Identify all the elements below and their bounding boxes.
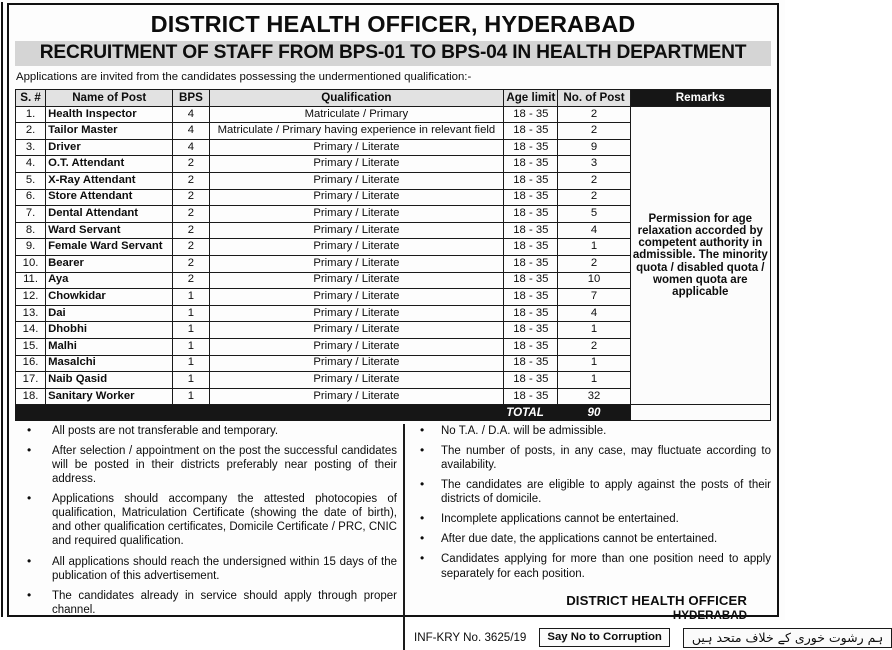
cell-qualification: Primary / Literate [209,239,504,256]
cell-post-name: Chowkidar [46,289,173,306]
cell-age-limit: 18 - 35 [504,139,558,156]
cell-qualification: Primary / Literate [209,322,504,339]
lead-paragraph: Applications are invited from the candidates possessing the undermentioned qualification:- [16,71,472,84]
cell-qualification: Primary / Literate [209,222,504,239]
cell-post-name: Female Ward Servant [46,239,173,256]
cell-bps: 1 [173,388,209,405]
cell-no-of-post: 5 [558,206,630,223]
cell-qualification: Primary / Literate [209,189,504,206]
cell-post-name: Store Attendant [46,189,173,206]
cell-post-name: Dai [46,305,173,322]
notes-left-list [15,424,397,622]
note-item: • The candidates are eligible to apply against the posts of their districts of domicile. [414,478,771,506]
signature-city: HYDERABAD [672,608,747,622]
cell-qualification: Primary / Literate [209,289,504,306]
cell-qualification: Primary / Literate [209,156,504,173]
cell-qualification: Primary / Literate [209,355,504,372]
cell-age-limit: 18 - 35 [504,222,558,239]
cell-bps: 2 [173,189,209,206]
cell-sno: 12. [16,289,46,306]
cell-age-limit: 18 - 35 [504,123,558,140]
cell-age-limit: 18 - 35 [504,206,558,223]
cell-remarks: Permission for age relaxation accorded by competent authority in admissible. The minority quota / disabled quota / women quota are applicable [630,106,770,405]
cell-qualification: Primary / Literate [209,305,504,322]
cell-post-name: Malhi [46,339,173,356]
cell-qualification: Primary / Literate [209,256,504,273]
cell-qualification: Matriculate / Primary having experience in relevant field [209,123,504,140]
notes-section [15,424,884,649]
cell-post-name: Sanitary Worker [46,388,173,405]
cell-sno: 16. [16,355,46,372]
cell-no-of-post: 4 [558,305,630,322]
cell-bps: 4 [173,106,209,123]
note-item: • The number of posts, in any case, may fluctuate according to availability. [414,444,771,472]
cell-no-of-post: 3 [558,156,630,173]
cell-age-limit: 18 - 35 [504,106,558,123]
table-header-row [16,90,771,107]
cell-no-of-post: 10 [558,272,630,289]
page-title: DISTRICT HEALTH OFFICER, HYDERABAD [150,11,636,37]
cell-bps: 2 [173,156,209,173]
cell-bps: 2 [173,256,209,273]
cell-sno: 7. [16,206,46,223]
note-item: • Candidates applying for more than one position need to apply separately for each position. [414,552,771,580]
note-item: • After selection / appointment on the post the successful candidates will be posted in their districts preferably near posting of their address. [15,444,397,486]
cell-bps: 1 [173,305,209,322]
cell-no-of-post: 2 [558,189,630,206]
cell-age-limit: 18 - 35 [504,173,558,190]
column-header-qualification: Qualification [209,90,504,107]
total-value: 90 [558,405,630,421]
cell-qualification: Primary / Literate [209,139,504,156]
cell-qualification: Primary / Literate [209,173,504,190]
cell-post-name: Bearer [46,256,173,273]
cell-sno: 6. [16,189,46,206]
cell-age-limit: 18 - 35 [504,355,558,372]
note-item: • All applications should reach the undersigned within 15 days of the publication of this advertisement. [15,555,397,583]
cell-post-name: O.T. Attendant [46,156,173,173]
cell-post-name: X-Ray Attendant [46,173,173,190]
inf-number: INF-KRY No. 3625/19 [414,631,527,645]
cell-post-name: Driver [46,139,173,156]
table-head [16,90,771,107]
column-header-no-of-post: No. of Post [558,90,630,107]
cell-no-of-post: 1 [558,322,630,339]
cell-post-name: Naib Qasid [46,372,173,389]
cell-sno: 1. [16,106,46,123]
cell-age-limit: 18 - 35 [504,272,558,289]
page-subtitle: RECRUITMENT OF STAFF FROM BPS-01 TO BPS-04 IN HEALTH DEPARTMENT [15,41,771,67]
cell-post-name: Dental Attendant [46,206,173,223]
table-body [16,106,771,421]
cell-qualification: Primary / Literate [209,388,504,405]
cell-sno: 8. [16,222,46,239]
cell-sno: 15. [16,339,46,356]
notes-left-column [15,424,405,649]
cell-post-name: Health Inspector [46,106,173,123]
table-row [16,106,771,123]
note-item: • The candidates already in service should apply through proper channel. [15,589,397,617]
note-item: • After due date, the applications cannot be entertained. [414,532,771,546]
column-header-remarks: Remarks [630,90,770,107]
cell-age-limit: 18 - 35 [504,239,558,256]
signature-block [414,593,771,622]
cell-bps: 2 [173,173,209,190]
posts-table [15,89,771,421]
cell-bps: 4 [173,139,209,156]
outer-frame-rule [1,2,3,617]
cell-age-limit: 18 - 35 [504,305,558,322]
cell-no-of-post: 4 [558,222,630,239]
cell-no-of-post: 2 [558,106,630,123]
cell-no-of-post: 1 [558,239,630,256]
cell-sno: 11. [16,272,46,289]
note-item: • Applications should accompany the attested photocopies of qualification, Matriculation Certificate (showing the date of birth), and other qualification certificates, Domicile Certificate / PRC, CNIC and required qualification. [15,492,397,548]
cell-post-name: Ward Servant [46,222,173,239]
cell-sno: 9. [16,239,46,256]
cell-no-of-post: 2 [558,256,630,273]
cell-qualification: Primary / Literate [209,272,504,289]
cell-age-limit: 18 - 35 [504,189,558,206]
cell-age-limit: 18 - 35 [504,156,558,173]
total-spacer [16,405,504,421]
note-item: • All posts are not transferable and temporary. [15,424,397,438]
cell-no-of-post: 1 [558,355,630,372]
cell-bps: 1 [173,289,209,306]
cell-bps: 1 [173,339,209,356]
cell-bps: 1 [173,355,209,372]
cell-post-name: Aya [46,272,173,289]
cell-no-of-post: 2 [558,339,630,356]
cell-no-of-post: 9 [558,139,630,156]
cell-age-limit: 18 - 35 [504,289,558,306]
total-label: TOTAL [504,405,558,421]
cell-age-limit: 18 - 35 [504,372,558,389]
cell-no-of-post: 1 [558,372,630,389]
note-item: • No T.A. / D.A. will be admissible. [414,424,771,438]
cell-age-limit: 18 - 35 [504,256,558,273]
cell-age-limit: 18 - 35 [504,388,558,405]
column-header-bps: BPS [173,90,209,107]
table-total-row [16,405,771,421]
cell-sno: 10. [16,256,46,273]
cell-sno: 17. [16,372,46,389]
cell-sno: 5. [16,173,46,190]
cell-no-of-post: 32 [558,388,630,405]
cell-sno: 4. [16,156,46,173]
cell-no-of-post: 2 [558,123,630,140]
cell-qualification: Primary / Literate [209,339,504,356]
advertisement-frame [7,3,884,645]
cell-bps: 2 [173,222,209,239]
cell-bps: 2 [173,239,209,256]
cell-qualification: Primary / Literate [209,206,504,223]
cell-no-of-post: 2 [558,173,630,190]
cell-post-name: Masalchi [46,355,173,372]
cell-qualification: Matriculate / Primary [209,106,504,123]
cell-bps: 2 [173,272,209,289]
cell-bps: 2 [173,206,209,223]
column-header-sno: S. # [16,90,46,107]
urdu-slogan-badge: ہم رشوت خوری کے خلاف متحد ہیں [683,628,892,648]
signature-office: DISTRICT HEALTH OFFICER [566,592,747,608]
cell-sno: 14. [16,322,46,339]
cell-no-of-post: 7 [558,289,630,306]
cell-sno: 2. [16,123,46,140]
cell-post-name: Dhobhi [46,322,173,339]
cell-sno: 3. [16,139,46,156]
cell-bps: 1 [173,322,209,339]
cell-post-name: Tailor Master [46,123,173,140]
cell-age-limit: 18 - 35 [504,339,558,356]
footer-row [414,622,884,650]
say-no-to-corruption-badge: Say No to Corruption [539,628,670,647]
column-header-post: Name of Post [46,90,173,107]
note-item: • Incomplete applications cannot be entertained. [414,512,771,526]
cell-age-limit: 18 - 35 [504,322,558,339]
cell-bps: 1 [173,372,209,389]
cell-sno: 13. [16,305,46,322]
cell-sno: 18. [16,388,46,405]
total-remarks-blank [630,405,770,421]
notes-right-list [414,424,771,586]
notes-right-column [405,424,884,649]
cell-bps: 4 [173,123,209,140]
column-header-age-limit: Age limit [504,90,558,107]
cell-qualification: Primary / Literate [209,372,504,389]
